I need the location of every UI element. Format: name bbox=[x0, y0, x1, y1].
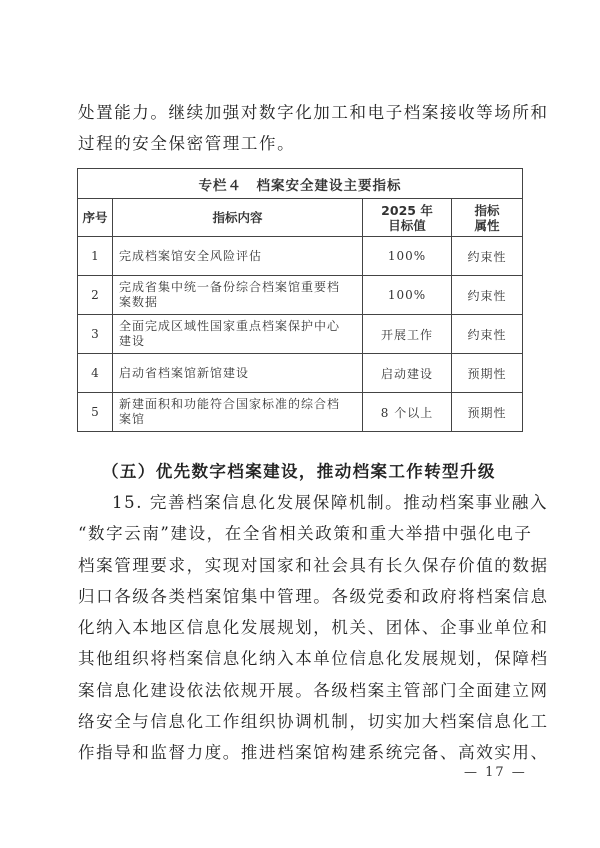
body-paragraph bbox=[78, 487, 549, 769]
table-header-row bbox=[78, 199, 523, 237]
intro-line: 过程的安全保密管理工作。 bbox=[78, 134, 296, 153]
row-content-line: 案数据 bbox=[119, 295, 159, 309]
body-line: 归口各级各类档案馆集中管理。各级党委和政府将档案信息 bbox=[78, 586, 549, 606]
body-line: 档案管理要求，实现对国家和社会具有长久保存价值的数据 bbox=[78, 555, 549, 575]
row-no: 3 bbox=[78, 315, 113, 354]
header-content: 指标内容 bbox=[113, 199, 363, 237]
table-row bbox=[78, 393, 523, 432]
table-row bbox=[78, 237, 523, 276]
row-target: 100% bbox=[363, 237, 452, 276]
row-content bbox=[113, 315, 363, 354]
header-target-line2: 目标值 bbox=[388, 217, 426, 233]
body-line: 作指导和监督力度。推进档案馆构建系统完备、高效实用、 bbox=[78, 743, 549, 763]
row-no: 4 bbox=[78, 354, 113, 393]
body-line: 化纳入本地区信息化发展规划，机关、团体、企事业单位和 bbox=[78, 618, 549, 638]
row-content-line: 案馆 bbox=[119, 412, 146, 426]
intro-paragraph bbox=[78, 97, 549, 159]
row-attr: 预期性 bbox=[452, 393, 523, 432]
row-target: 8 个以上 bbox=[363, 393, 452, 432]
indicator-table bbox=[77, 168, 523, 432]
row-target: 开展工作 bbox=[363, 315, 452, 354]
table-row bbox=[78, 276, 523, 315]
intro-line: 处置能力。继续加强对数字化加工和电子档案接收等场所和 bbox=[78, 103, 549, 122]
row-content-line: 建设 bbox=[119, 334, 146, 348]
row-content-line: 启动省档案馆新馆建设 bbox=[119, 365, 250, 380]
header-no: 序号 bbox=[78, 199, 113, 237]
row-content-line: 新建面积和功能符合国家标准的综合档 bbox=[119, 397, 341, 411]
row-no: 2 bbox=[78, 276, 113, 315]
row-content bbox=[113, 354, 363, 393]
row-target: 启动建设 bbox=[363, 354, 452, 393]
section-heading: （五）优先数字档案建设，推动档案工作转型升级 bbox=[102, 462, 496, 481]
row-content bbox=[113, 276, 363, 315]
row-content bbox=[113, 393, 363, 432]
body-line: 其他组织将档案信息化纳入本单位信息化发展规划，保障档 bbox=[78, 649, 549, 669]
row-attr: 约束性 bbox=[452, 237, 523, 276]
row-attr: 约束性 bbox=[452, 276, 523, 315]
row-attr: 约束性 bbox=[452, 315, 523, 354]
table-row bbox=[78, 354, 523, 393]
row-content-line: 完成省集中统一备份综合档案馆重要档 bbox=[119, 280, 341, 294]
row-no: 1 bbox=[78, 237, 113, 276]
table-caption: 专栏４ 档案安全建设主要指标 bbox=[78, 169, 523, 199]
row-target: 100% bbox=[363, 276, 452, 315]
header-attr-line2: 属性 bbox=[474, 217, 500, 233]
row-attr: 预期性 bbox=[452, 354, 523, 393]
header-attr bbox=[452, 199, 523, 237]
header-target bbox=[363, 199, 452, 237]
table-row bbox=[78, 315, 523, 354]
row-content bbox=[113, 237, 363, 276]
body-line: 络安全与信息化工作组织协调机制，切实加大档案信息化工 bbox=[78, 712, 549, 732]
page-number: — 17 — bbox=[464, 765, 527, 780]
body-line: 15. 完善档案信息化发展保障机制。推动档案事业融入 bbox=[112, 493, 549, 512]
row-no: 5 bbox=[78, 393, 113, 432]
row-content-line: 完成档案馆安全风险评估 bbox=[119, 248, 263, 263]
body-line: “数字云南”建设，在全省相关政策和重大举措中强化电子 bbox=[78, 524, 533, 544]
body-line: 案信息化建设依法依规开展。各级档案主管部门全面建立网 bbox=[78, 680, 549, 700]
row-content-line: 全面完成区域性国家重点档案保护中心 bbox=[119, 319, 341, 333]
header-attr-line1: 指标 bbox=[474, 202, 500, 218]
header-target-line1: 2025 年 bbox=[381, 202, 433, 218]
